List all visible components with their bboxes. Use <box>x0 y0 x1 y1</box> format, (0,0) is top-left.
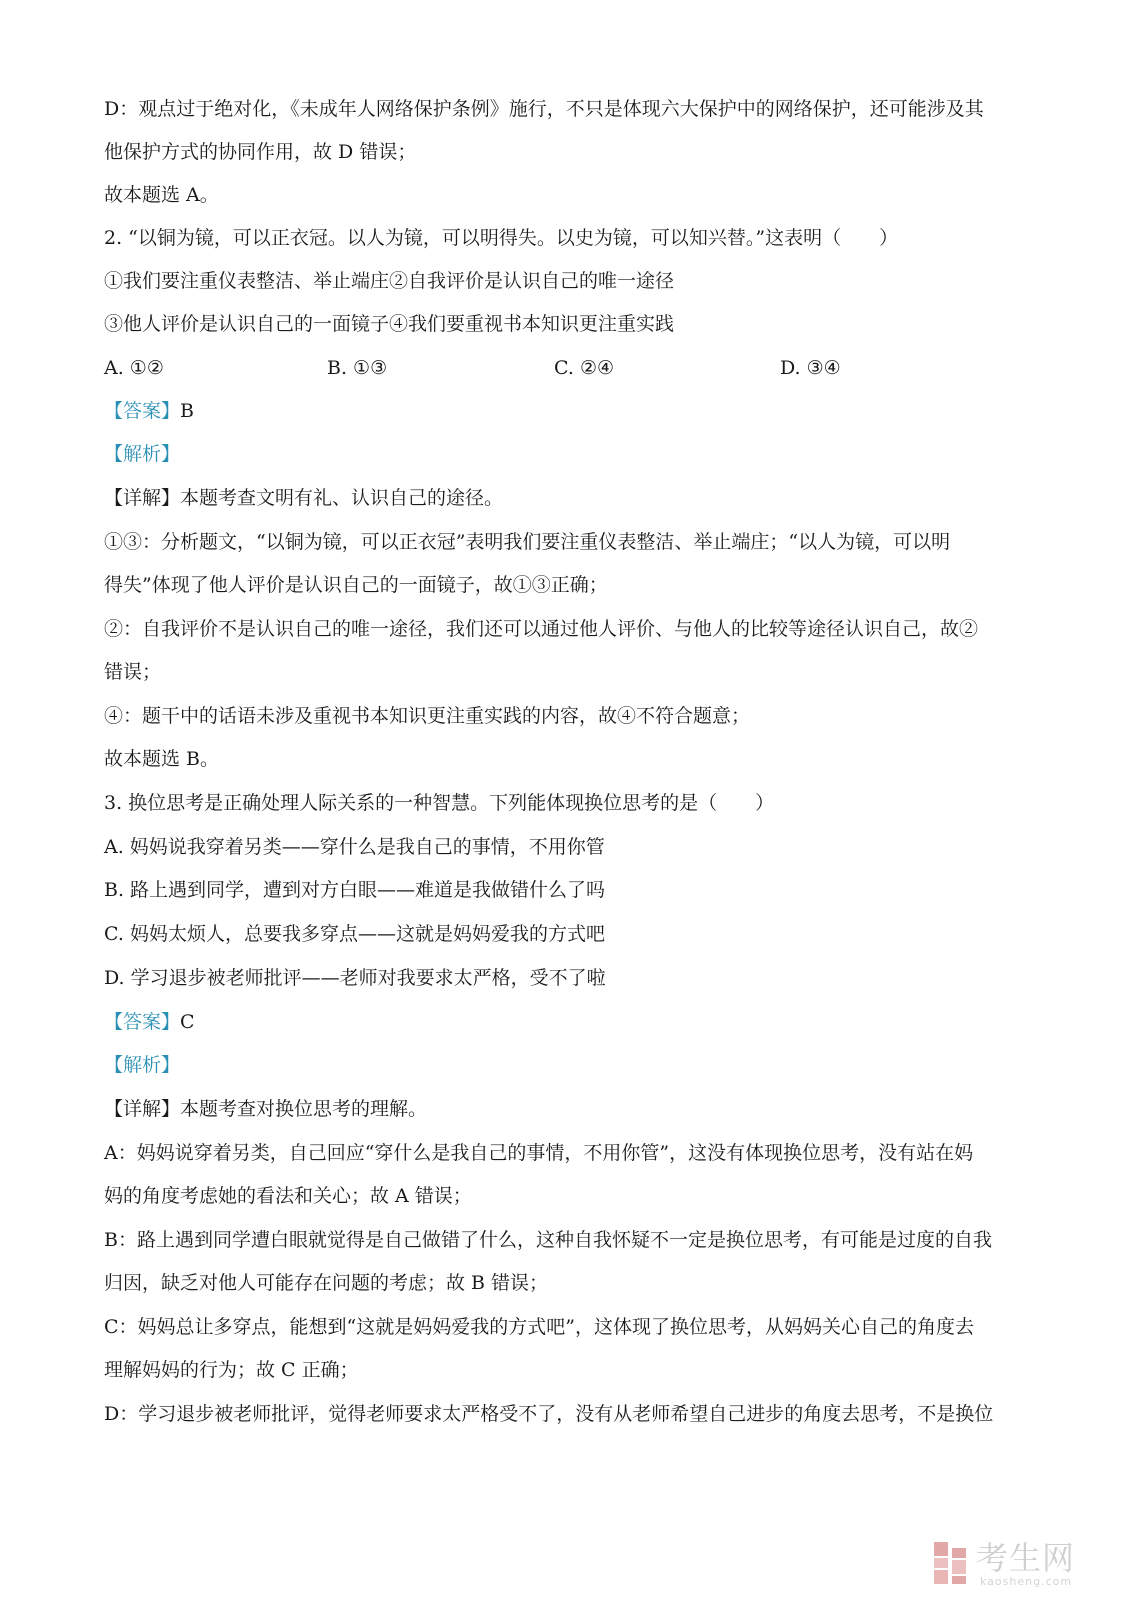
watermark-text-en: kaosheng.com <box>980 1575 1073 1588</box>
q3-stem: 3. 换位思考是正确处理人际关系的一种智慧。下列能体现换位思考的是（ ） <box>104 792 775 814</box>
q3-analysis-tag <box>104 1052 1034 1078</box>
q3-analysis-b-line2: 归因，缺乏对他人可能存在问题的考虑；故 B 错误； <box>104 1272 549 1294</box>
answer-tag: 【答案】 <box>104 1011 181 1033</box>
q3-detail: 【详解】本题考查对换位思考的理解。 <box>104 1098 428 1120</box>
q2-option-b: B. ①③ <box>327 357 388 379</box>
q3-option-c: C. 妈妈太烦人，总要我多穿点——这就是妈妈爱我的方式吧 <box>104 923 605 945</box>
q2-answer <box>104 398 1034 424</box>
analysis-tag: 【解析】 <box>104 443 181 465</box>
q3-analysis-a-line2: 妈的角度考虑她的看法和关心；故 A 错误； <box>104 1185 472 1207</box>
q2-answer-value: B <box>180 400 194 422</box>
q1-d-analysis-line2: 他保护方式的协同作用，故 D 错误； <box>104 141 417 163</box>
analysis-tag: 【解析】 <box>104 1054 181 1076</box>
q3-analysis-d-line1: D：学习退步被老师批评，觉得老师要求太严格受不了，没有从老师希望自己进步的角度去思考，不是换位 <box>104 1403 994 1425</box>
q2-stem: 2. “以铜为镜，可以正衣冠。以人为镜，可以明得失。以史为镜，可以知兴替。”这表明（ ） <box>104 227 899 249</box>
q3-option-d: D. 学习退步被老师批评——老师对我要求太严格，受不了啦 <box>104 967 606 989</box>
watermark-logo <box>932 1540 1112 1590</box>
q2-analysis-4: ④：题干中的话语未涉及重视书本知识更注重实践的内容，故④不符合题意； <box>104 705 751 727</box>
q2-statements-1: ①我们要注重仪表整洁、举止端庄②自我评价是认识自己的唯一途径 <box>104 270 675 292</box>
q2-analysis-tag <box>104 441 1034 467</box>
q2-option-a: A. ①② <box>104 357 164 379</box>
watermark-text-cn: 考生网 <box>976 1539 1076 1577</box>
q3-answer-value: C <box>180 1011 195 1033</box>
answer-tag: 【答案】 <box>104 400 181 422</box>
q3-analysis-c-line2: 理解妈妈的行为；故 C 正确； <box>104 1359 359 1381</box>
q2-conclusion: 故本题选 B。 <box>104 748 220 770</box>
q2-analysis-2-line1: ②：自我评价不是认识自己的唯一途径，我们还可以通过他人评价、与他人的比较等途径认识自己，故② <box>104 618 979 640</box>
q2-statements-2: ③他人评价是认识自己的一面镜子④我们要重视书本知识更注重实践 <box>104 313 675 335</box>
q3-analysis-c-line1: C：妈妈总让多穿点，能想到“这就是妈妈爱我的方式吧”，这体现了换位思考，从妈妈关心自己的角度去 <box>104 1316 974 1338</box>
q2-detail: 【详解】本题考查文明有礼、认识自己的途径。 <box>104 487 504 509</box>
q1-conclusion: 故本题选 A。 <box>104 184 219 206</box>
q2-option-c: C. ②④ <box>554 357 615 379</box>
q2-analysis-13-line1: ①③：分析题文，“以铜为镜，可以正衣冠”表明我们要注重仪表整洁、举止端庄；“以人为镜，可以明 <box>104 531 951 553</box>
q1-d-analysis-line1: D：观点过于绝对化，《未成年人网络保护条例》施行，不只是体现六大保护中的网络保护，还可能涉及其 <box>104 98 984 120</box>
q3-analysis-a-line1: A：妈妈说穿着另类，自己回应“穿什么是我自己的事情，不用你管”，这没有体现换位思考，没有站在妈 <box>104 1142 974 1164</box>
q3-option-b: B. 路上遇到同学，遭到对方白眼——难道是我做错什么了吗 <box>104 879 606 901</box>
q2-option-d: D. ③④ <box>780 357 841 379</box>
q2-analysis-13-line2: 得失”体现了他人评价是认识自己的一面镜子，故①③正确； <box>104 574 608 596</box>
q3-option-a: A. 妈妈说我穿着另类——穿什么是我自己的事情，不用你管 <box>104 836 605 858</box>
kaosheng-logo-icon <box>932 1540 970 1586</box>
q3-analysis-b-line1: B：路上遇到同学遭白眼就觉得是自己做错了什么，这种自我怀疑不一定是换位思考，有可能是过度的自我 <box>104 1229 992 1251</box>
q2-analysis-2-line2: 错误； <box>104 661 162 683</box>
q3-answer <box>104 1009 1034 1035</box>
